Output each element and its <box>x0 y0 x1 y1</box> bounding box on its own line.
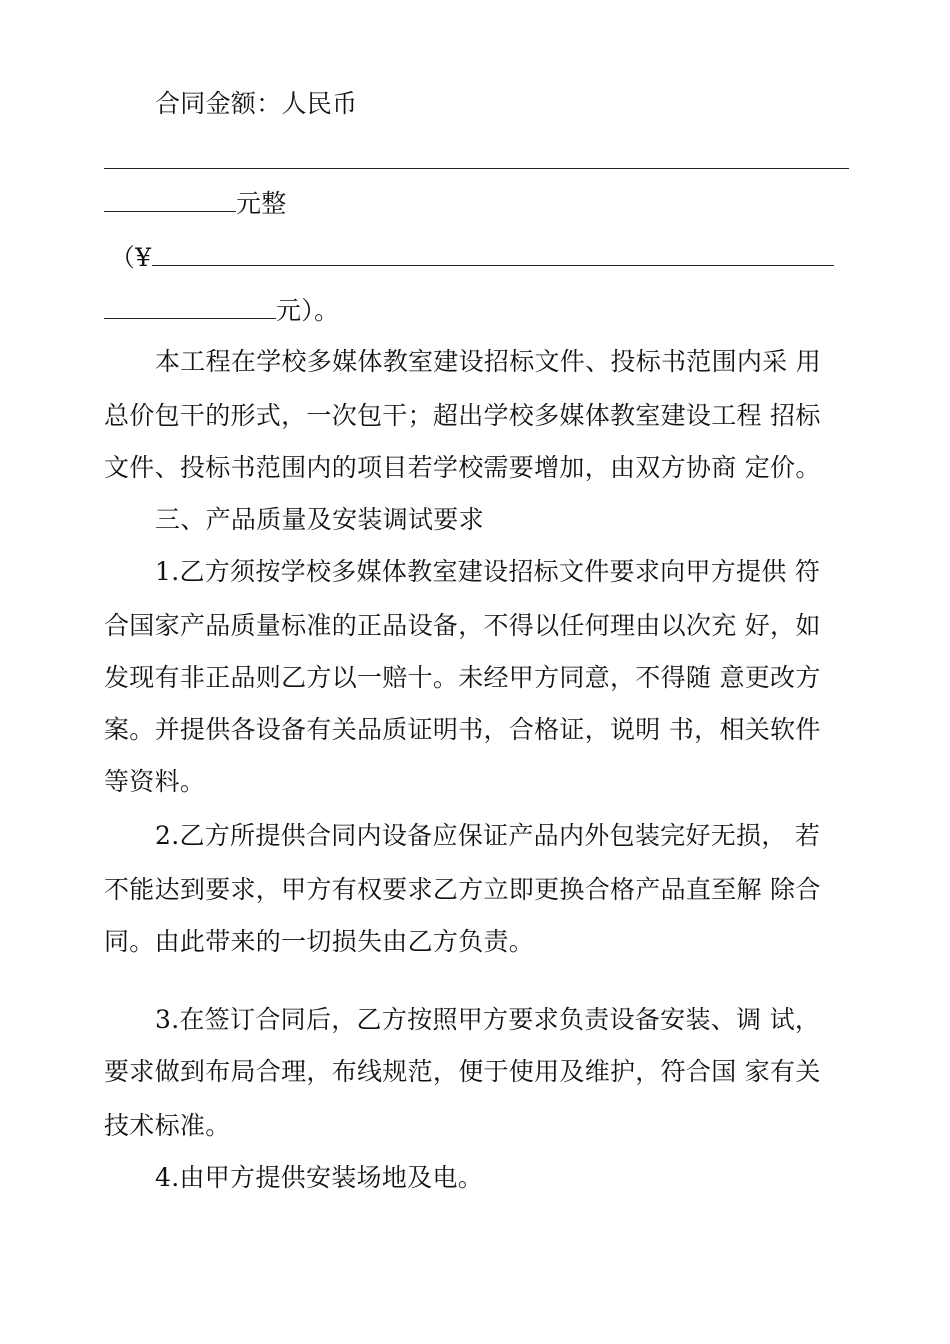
item3-line-1: 3.在签订合同后，乙方按照甲方要求负责设备安装、调 试， <box>155 1005 821 1034</box>
item1-line-3: 发现有非正品则乙方以一赔十。未经甲方同意，不得随 意更改方 <box>104 663 821 692</box>
item4-line-1: 4.由甲方提供安装场地及电。 <box>155 1163 484 1192</box>
section-title: 三、产品质量及安装调试要求 <box>155 505 484 534</box>
amount-figures-line <box>110 242 855 274</box>
item2-line-1: 2.乙方所提供合同内设备应保证产品内外包装完好无损， 若 <box>155 821 821 850</box>
amount-fill-line <box>104 168 849 169</box>
scope-line-3: 文件、投标书范围内的项目若学校需要增加，由双方协商 定价。 <box>104 453 821 482</box>
scope-line-1: 本工程在学校多媒体教室建设招标文件、投标书范围内采 用 <box>155 347 822 376</box>
item1-line-2: 合国家产品质量标准的正品设备，不得以任何理由以次充 好，如 <box>104 611 821 640</box>
amount-words-blank <box>104 189 236 212</box>
scope-line-2: 总价包干的形式，一次包干；超出学校多媒体教室建设工程 招标 <box>104 401 821 430</box>
amount-figures-blank <box>152 243 834 266</box>
yuan-whole-text: 元整 <box>236 189 287 218</box>
item3-line-3: 技术标准。 <box>104 1111 231 1140</box>
paren-yen-text: （¥ <box>110 243 152 272</box>
item2-line-2: 不能达到要求，甲方有权要求乙方立即更换合格产品直至解 除合 <box>104 875 821 904</box>
contract-amount-label: 合同金额：人民币 <box>155 89 358 118</box>
amount-figures-close-line <box>104 295 849 327</box>
amount-words-line <box>104 188 849 220</box>
amount-figures-blank-2 <box>104 296 276 319</box>
item1-line-5: 等资料。 <box>104 767 206 796</box>
item1-line-4: 案。并提供各设备有关品质证明书，合格证，说明 书，相关软件 <box>104 715 821 744</box>
item2-line-3: 同。由此带来的一切损失由乙方负责。 <box>104 927 535 956</box>
item1-line-1: 1.乙方须按学校多媒体教室建设招标文件要求向甲方提供 符 <box>155 557 821 586</box>
yuan-close-text: 元）。 <box>276 296 340 325</box>
item3-line-2: 要求做到布局合理，布线规范，便于使用及维护，符合国 家有关 <box>104 1057 821 1086</box>
